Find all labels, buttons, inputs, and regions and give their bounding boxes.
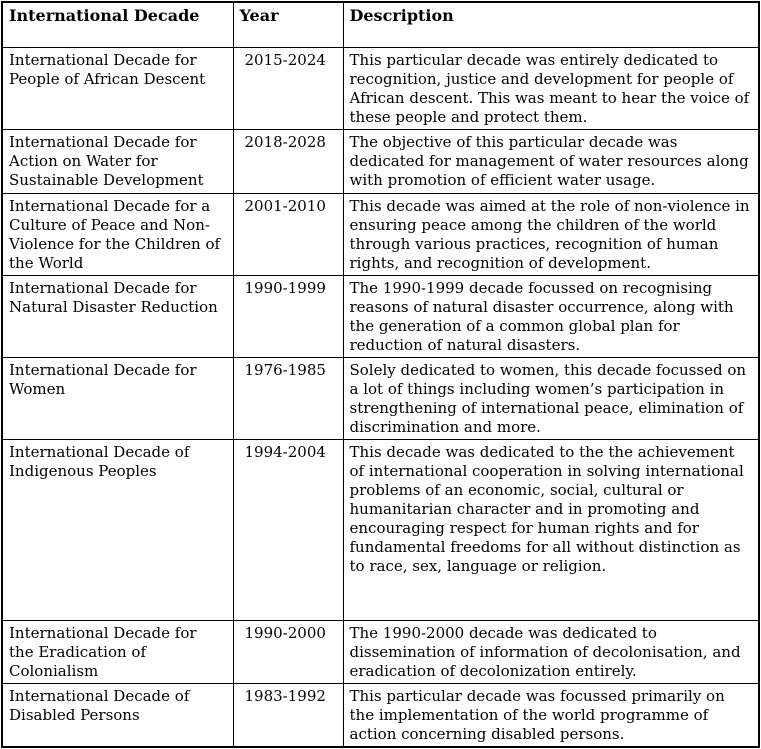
- description-cell: The 1990-1999 decade focussed on recognising reasons of natural disaster occurrence, along with the generation of a common global plan for reduction of natural disasters.: [343, 275, 759, 357]
- year-cell: 1983-1992: [233, 683, 343, 747]
- description-cell: The 1990-2000 decade was dedicated to dissemination of information of decolonisation, and eradication of decolonization entirely.: [343, 620, 759, 683]
- year-cell: 1990-1999: [233, 275, 343, 357]
- decade-cell: International Decade for People of African Descent: [2, 47, 233, 129]
- year-cell: 1994-2004: [233, 439, 343, 620]
- decade-cell: International Decade for Natural Disaster Reduction: [2, 275, 233, 357]
- header-year: Year: [233, 2, 343, 47]
- table-header-row: [2, 2, 759, 47]
- description-cell: This decade was aimed at the role of non-violence in ensuring peace among the children of the world through various practices, recognition of human rights, and recognition of development.: [343, 193, 759, 275]
- decade-cell: International Decade for Women: [2, 357, 233, 439]
- year-cell: 2018-2028: [233, 129, 343, 193]
- decade-cell: International Decade for Action on Water for Sustainable Development: [2, 129, 233, 193]
- year-cell: 2015-2024: [233, 47, 343, 129]
- description-cell: This particular decade was focussed primarily on the implementation of the world programme of action concerning disabled persons.: [343, 683, 759, 747]
- header-description: Description: [343, 2, 759, 47]
- table-row: [2, 357, 759, 439]
- description-cell: This particular decade was entirely dedicated to recognition, justice and development for people of African descent. This was meant to hear the voice of these people and protect them.: [343, 47, 759, 129]
- description-cell: The objective of this particular decade was dedicated for management of water resources along with promotion of efficient water usage.: [343, 129, 759, 193]
- table-row: [2, 47, 759, 129]
- table-row: [2, 275, 759, 357]
- decade-cell: International Decade for the Eradication of Colonialism: [2, 620, 233, 683]
- header-international-decade: International Decade: [2, 2, 233, 47]
- decade-cell: International Decade of Disabled Persons: [2, 683, 233, 747]
- table-row: [2, 129, 759, 193]
- decade-cell: International Decade for a Culture of Peace and Non-Violence for the Children of the World: [2, 193, 233, 275]
- table-row: [2, 683, 759, 747]
- year-cell: 1976-1985: [233, 357, 343, 439]
- description-cell: This decade was dedicated to the the achievement of international cooperation in solving international problems of an economic, social, cultural or humanitarian character and in promoting and encouraging respect for human rights and for fundamental freedoms for all without distinction as to race, sex, language or religion.: [343, 439, 759, 620]
- description-cell: Solely dedicated to women, this decade focussed on a lot of things including women’s participation in strengthening of international peace, elimination of discrimination and more.: [343, 357, 759, 439]
- table-row: [2, 439, 759, 620]
- year-cell: 2001-2010: [233, 193, 343, 275]
- decade-cell: International Decade of Indigenous Peoples: [2, 439, 233, 620]
- table-row: [2, 193, 759, 275]
- year-cell: 1990-2000: [233, 620, 343, 683]
- table-row: [2, 620, 759, 683]
- international-decades-table: [1, 1, 760, 748]
